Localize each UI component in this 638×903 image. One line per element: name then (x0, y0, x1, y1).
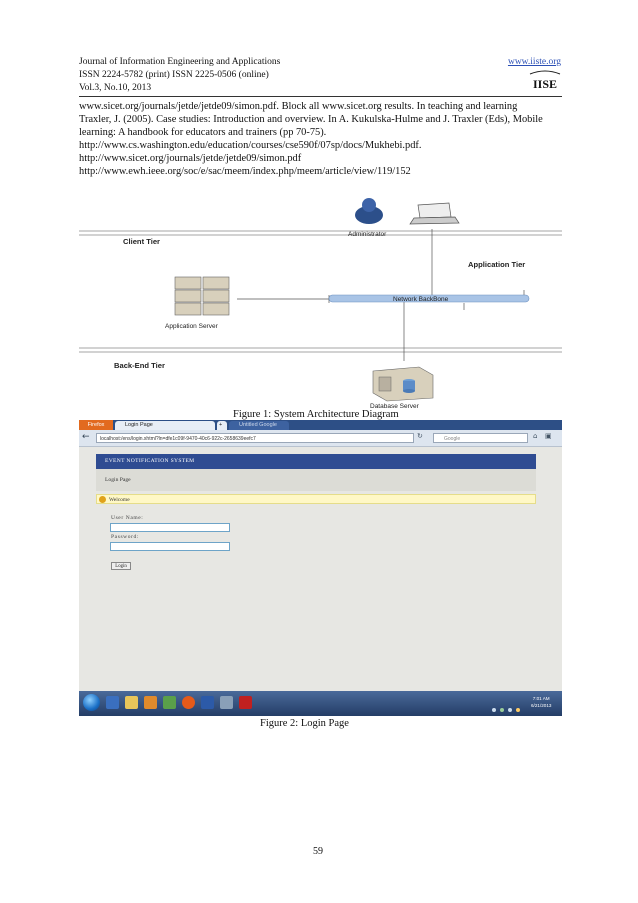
username-input[interactable] (110, 523, 230, 532)
administrator-label: Administrator (348, 231, 387, 238)
search-input[interactable]: Google (433, 433, 528, 443)
app-icon[interactable] (163, 696, 176, 709)
media-player-icon[interactable] (144, 696, 157, 709)
iiste-logo (528, 68, 562, 92)
welcome-banner (96, 494, 536, 504)
laptop-icon (410, 203, 459, 224)
login-page-screenshot (79, 420, 562, 716)
page-title: Login Page (96, 469, 536, 491)
welcome-text: Welcome (109, 497, 130, 503)
journal-volume: Vol.3, No.10, 2013 (79, 83, 152, 93)
taskbar-clock (531, 695, 551, 709)
database-server-label: Database Server (370, 403, 419, 410)
reference-line: www.sicet.org/journals/jetde/jetde09/simon.pdf. Block all www.sicet.org results. In teaching and learning (79, 101, 518, 112)
navigation-bar (79, 430, 562, 447)
bookmark-icon[interactable]: ▣ (545, 432, 552, 440)
svg-text:IISE: IISE (532, 77, 558, 91)
reference-url: http://www.cs.washington.edu/education/courses/cse590f/07sp/docs/Mukhebi.pdf. (79, 140, 422, 151)
new-tab-button[interactable]: + (217, 421, 227, 430)
username-label: User Name: (111, 515, 144, 521)
password-input[interactable] (110, 542, 230, 551)
reference-url: http://www.ewh.ieee.org/soc/e/sac/meem/index.php/meem/article/view/119/152 (79, 166, 411, 177)
app-title-bar: EVENT NOTIFICATION SYSTEM (96, 454, 536, 469)
network-backbone-label: Network BackBone (393, 296, 449, 303)
settings-icon[interactable] (220, 696, 233, 709)
firefox-menu-button[interactable]: Firefox (79, 420, 113, 430)
header-rule (79, 96, 562, 97)
back-arrow-icon[interactable]: ← (82, 432, 90, 442)
login-button[interactable]: Login (111, 562, 131, 570)
tab-google[interactable]: Untitled Google (229, 421, 289, 430)
application-tier-label: Application Tier (468, 260, 526, 269)
word-icon[interactable] (201, 696, 214, 709)
acrobat-icon[interactable] (239, 696, 252, 709)
reference-url: http://www.sicet.org/journals/jetde/jetde09/simon.pdf (79, 153, 302, 164)
figure-1-caption: Figure 1: System Architecture Diagram (233, 409, 399, 420)
journal-issn: ISSN 2224-5782 (print) ISSN 2225-0506 (online) (79, 70, 269, 80)
architecture-diagram (79, 195, 562, 415)
reference-line: learning: A handbook for educators and trainers (pp 70-75). (79, 127, 327, 138)
firefox-icon[interactable] (182, 696, 195, 709)
clock-date: 6/21/2013 (531, 703, 552, 708)
client-tier-label: Client Tier (123, 237, 160, 246)
reference-line: Traxler, J. (2005). Case studies: Introduction and overview. In A. Kukulska-Hulme and J. Traxler (Eds), Mobile (79, 114, 543, 125)
database-server-icon (373, 367, 433, 401)
system-tray-icons[interactable] (491, 700, 525, 706)
clock-time: 7:01 AM (532, 696, 550, 701)
browser-tab-bar (79, 420, 562, 430)
backend-tier-label: Back-End Tier (114, 361, 165, 370)
server-rack-icon (175, 277, 229, 315)
application-server-label: Application Server (165, 323, 218, 330)
password-label: Password: (111, 534, 140, 540)
page-number: 59 (313, 846, 323, 857)
start-button-icon[interactable] (83, 694, 100, 711)
info-icon (99, 496, 106, 503)
reload-icon[interactable]: ↻ (417, 432, 423, 440)
home-icon[interactable]: ⌂ (533, 432, 538, 440)
tab-login-page[interactable]: Login Page (115, 421, 215, 430)
folder-icon[interactable] (125, 696, 138, 709)
ie-icon[interactable] (106, 696, 119, 709)
journal-name: Journal of Information Engineering and Applications (79, 57, 281, 67)
figure-2-caption: Figure 2: Login Page (260, 718, 349, 729)
user-icon (355, 198, 383, 224)
address-bar[interactable]: localhost:/ens/login.xhtml?ln=dfe1c09f-9470-40c6-922c-2658639eefc7 (96, 433, 414, 443)
journal-website-link[interactable]: www.iiste.org (507, 57, 561, 67)
windows-taskbar (79, 691, 562, 716)
